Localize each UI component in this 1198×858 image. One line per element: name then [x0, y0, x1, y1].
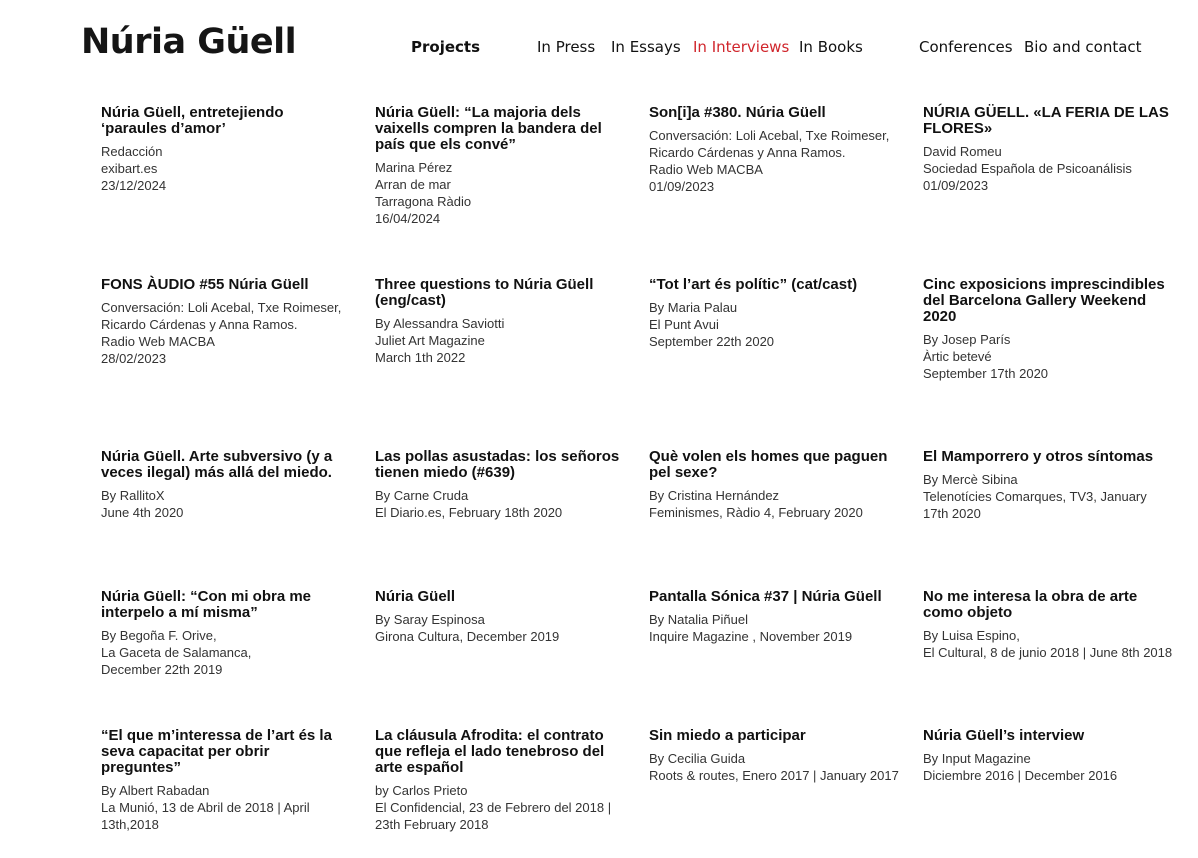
interview-title-link[interactable]: Núria Güell: “Con mi obra me interpelo a mí misma”	[101, 588, 312, 621]
interview-meta	[375, 611, 625, 645]
interview-meta-line: By Maria Palau	[649, 300, 738, 315]
interview-meta-line: Arran de mar	[375, 177, 451, 192]
interview-meta-line: Radio Web MACBA	[101, 334, 215, 349]
interview-meta-line: By Natalia Piñuel	[649, 612, 748, 627]
interview-item	[649, 449, 923, 589]
interview-meta-line: Feminismes, Ràdio 4, February 2020	[649, 505, 863, 520]
interview-meta	[375, 782, 625, 833]
interview-title-link[interactable]: El Mamporrero y otros síntomas	[923, 448, 1154, 465]
interview-meta-line: 01/09/2023	[923, 178, 989, 193]
interview-title-link[interactable]: Núria Güell’s interview	[923, 727, 1085, 744]
interview-meta-line: 16/04/2024	[375, 211, 441, 226]
interview-item	[649, 277, 923, 449]
interview-meta-line: La Gaceta de Salamanca,	[101, 645, 252, 660]
interview-title-link[interactable]: “El que m’interessa de l’art és la seva capacitat per obrir preguntes”	[101, 727, 332, 776]
interview-meta-line: Girona Cultura, December 2019	[375, 629, 560, 644]
nav-bio-and-contact[interactable]: Bio and contact	[1024, 38, 1142, 56]
interview-item	[923, 105, 1197, 277]
interviews-grid	[101, 105, 1197, 848]
interview-meta	[101, 782, 351, 833]
interview-meta-line: December 22th 2019	[101, 662, 223, 677]
interview-meta	[101, 487, 351, 521]
interview-item	[375, 449, 649, 589]
interview-meta-line: By Albert Rabadan	[101, 783, 210, 798]
interview-meta	[649, 487, 899, 521]
interview-meta-line: El Punt Avui	[649, 317, 719, 332]
interview-meta-line: Redacción	[101, 144, 163, 159]
interview-item	[375, 105, 649, 277]
interview-meta-line: June 4th 2020	[101, 505, 184, 520]
main-nav	[0, 37, 1198, 59]
interview-title-link[interactable]: Núria Güell, entretejiendo ‘paraules d’amor’	[101, 104, 284, 137]
interview-meta-line: By Cristina Hernández	[649, 488, 780, 503]
interview-item	[101, 449, 375, 589]
interview-meta	[923, 331, 1173, 382]
interview-title-link[interactable]: Son[i]a #380. Núria Güell	[649, 104, 826, 121]
interview-meta	[923, 750, 1173, 784]
interview-meta	[649, 611, 899, 645]
interview-meta	[649, 127, 899, 195]
interview-meta	[101, 627, 351, 678]
interview-item	[923, 728, 1197, 848]
interview-item	[101, 277, 375, 449]
interview-title-link[interactable]: La cláusula Afrodita: el contrato que refleja el lado tenebroso del arte español	[375, 727, 605, 776]
interview-item	[375, 728, 649, 848]
interview-title-link[interactable]: Què volen els homes que paguen pel sexe?	[649, 448, 888, 481]
interview-title-link[interactable]: Núria Güell: “La majoria dels vaixells compren la bandera del país que els convé”	[375, 104, 602, 153]
interview-meta-line: September 17th 2020	[923, 366, 1049, 381]
interview-title-link[interactable]: Núria Güell. Arte subversivo (y a veces ilegal) más allá del miedo.	[101, 448, 333, 481]
interview-title-link[interactable]: Sin miedo a participar	[649, 727, 806, 744]
interview-meta-line: Inquire Magazine , November 2019	[649, 629, 853, 644]
interview-meta-line: March 1th 2022	[375, 350, 466, 365]
interview-meta-line: By RallitoX	[101, 488, 165, 503]
nav-projects[interactable]: Projects	[411, 38, 481, 56]
interview-meta-line: By Input Magazine	[923, 751, 1031, 766]
interview-item	[101, 728, 375, 848]
interview-meta	[923, 627, 1173, 661]
interview-meta-line: Sociedad Española de Psicoanálisis	[923, 161, 1132, 176]
interview-meta	[101, 143, 351, 194]
interview-item	[923, 589, 1197, 728]
interview-title-link[interactable]: NÚRIA GÜELL. «LA FERIA DE LAS FLORES»	[923, 104, 1169, 137]
interview-meta-line: El Cultural, 8 de junio 2018 | June 8th 2018	[923, 645, 1173, 660]
interview-title-link[interactable]: “Tot l’art és polític” (cat/cast)	[649, 276, 858, 293]
interview-title-link[interactable]: Núria Güell	[375, 588, 456, 605]
interview-meta-line: Conversación: Loli Acebal, Txe Roimeser, Ricardo Cárdenas y Anna Ramos.	[101, 300, 342, 332]
interview-meta	[375, 159, 625, 227]
interview-meta-line: By Cecilia Guida	[649, 751, 746, 766]
interview-item	[101, 105, 375, 277]
interview-meta-line: 01/09/2023	[649, 179, 715, 194]
interview-meta	[649, 299, 899, 350]
interview-item	[375, 589, 649, 728]
interview-title-link[interactable]: Cinc exposicions imprescindibles del Barcelona Gallery Weekend 2020	[923, 276, 1165, 325]
nav-in-books[interactable]: In Books	[799, 38, 863, 56]
nav-in-interviews[interactable]: In Interviews	[693, 38, 790, 56]
interview-meta-line: By Begoña F. Orive,	[101, 628, 217, 643]
interview-item	[101, 589, 375, 728]
interview-meta-line: September 22th 2020	[649, 334, 775, 349]
interview-meta	[649, 750, 899, 784]
interview-meta-line: 28/02/2023	[101, 351, 167, 366]
interview-title-link[interactable]: Las pollas asustadas: los señoros tienen miedo (#639)	[375, 448, 620, 481]
interview-title-link[interactable]: FONS ÀUDIO #55 Núria Güell	[101, 276, 309, 293]
interview-meta-line: Tarragona Ràdio	[375, 194, 472, 209]
interview-item	[649, 589, 923, 728]
interview-meta-line: By Mercè Sibina	[923, 472, 1018, 487]
interview-meta-line: La Munió, 13 de Abril de 2018 | April 13th,2018	[101, 800, 310, 832]
interview-meta-line: El Diario.es, February 18th 2020	[375, 505, 563, 520]
interview-meta-line: Àrtic betevé	[923, 349, 992, 364]
interview-item	[375, 277, 649, 449]
nav-in-press[interactable]: In Press	[537, 38, 596, 56]
interview-meta-line: 23/12/2024	[101, 178, 167, 193]
interview-meta-line: by Carlos Prieto	[375, 783, 468, 798]
interview-meta-line: By Josep París	[923, 332, 1011, 347]
interview-meta-line: Radio Web MACBA	[649, 162, 763, 177]
interview-meta-line: By Carne Cruda	[375, 488, 469, 503]
interview-meta-line: Conversación: Loli Acebal, Txe Roimeser, Ricardo Cárdenas y Anna Ramos.	[649, 128, 890, 160]
interview-meta	[101, 299, 351, 367]
interview-meta	[923, 143, 1173, 194]
interview-meta-line: By Alessandra Saviotti	[375, 316, 505, 331]
site-title[interactable]: Núria Güell	[81, 22, 297, 62]
interview-title-link[interactable]: Pantalla Sónica #37 | Núria Güell	[649, 588, 882, 605]
interview-meta	[375, 487, 625, 521]
nav-in-essays[interactable]: In Essays	[611, 38, 681, 56]
interview-item	[923, 449, 1197, 589]
nav-conferences[interactable]: Conferences	[919, 38, 1013, 56]
interview-meta-line: exibart.es	[101, 161, 158, 176]
interview-item	[923, 277, 1197, 449]
interview-meta-line: Diciembre 2016 | December 2016	[923, 768, 1118, 783]
interview-meta	[375, 315, 625, 366]
interview-meta-line: Juliet Art Magazine	[375, 333, 485, 348]
interview-meta-line: David Romeu	[923, 144, 1002, 159]
interview-meta-line: Marina Pérez	[375, 160, 453, 175]
interview-meta	[923, 471, 1173, 522]
interview-title-link[interactable]: No me interesa la obra de arte como objeto	[923, 588, 1138, 621]
interview-meta-line: Roots & routes, Enero 2017 | January 2017	[649, 768, 899, 783]
interview-meta-line: Telenotícies Comarques, TV3, January 17th 2020	[923, 489, 1147, 521]
interview-item	[649, 105, 923, 277]
interview-meta-line: El Confidencial, 23 de Febrero del 2018 | 23th February 2018	[375, 800, 612, 832]
interview-meta-line: By Saray Espinosa	[375, 612, 485, 627]
interview-title-link[interactable]: Three questions to Núria Güell (eng/cast)	[375, 276, 594, 309]
interview-meta-line: By Luisa Espino,	[923, 628, 1020, 643]
interview-item	[649, 728, 923, 848]
